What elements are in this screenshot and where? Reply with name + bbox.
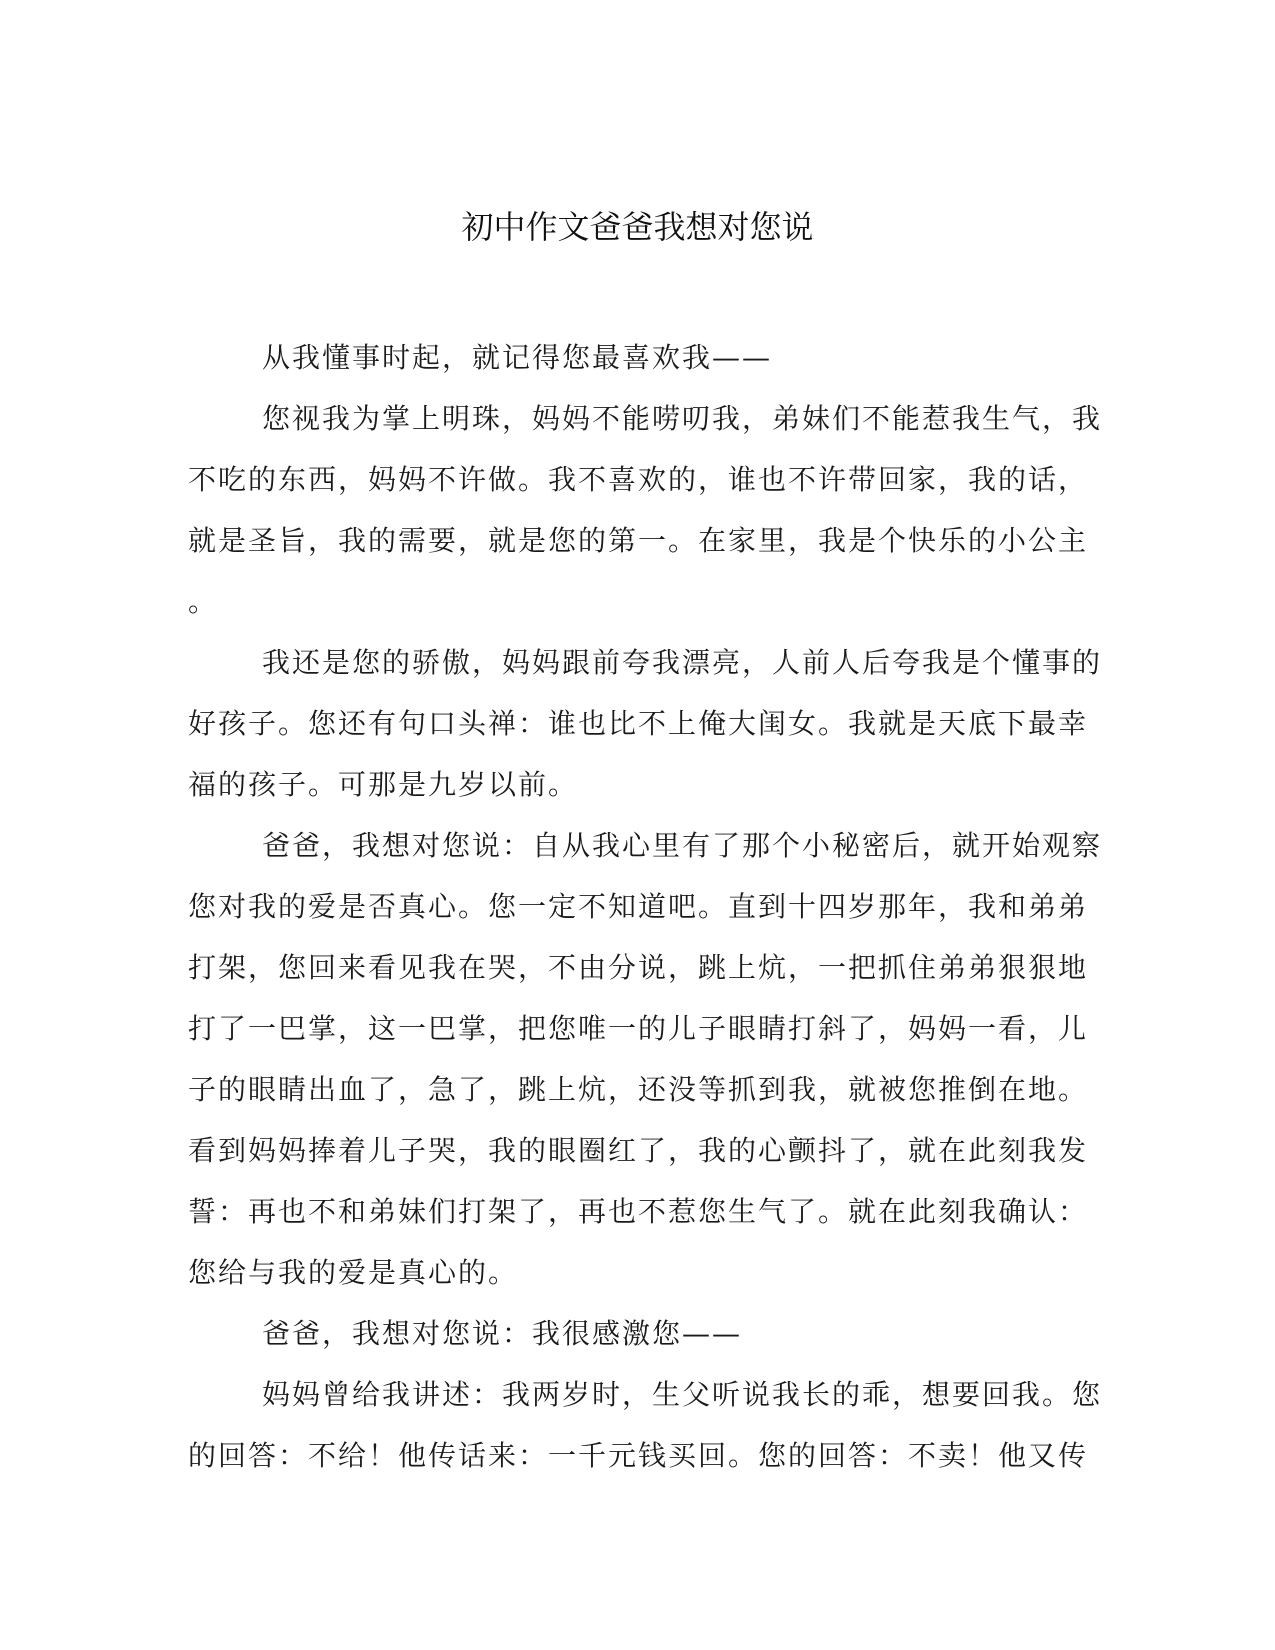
text-line: 。 bbox=[188, 585, 219, 618]
text-line: 好孩子。您还有句口头禅：谁也比不上俺大闺女。我就是天底下最幸 bbox=[188, 707, 1089, 740]
text-line: 爸爸，我想对您说：我很感激您—— bbox=[262, 1317, 743, 1350]
text-line: 不吃的东西，妈妈不许做。我不喜欢的，谁也不许带回家，我的话， bbox=[188, 463, 1089, 496]
text-line: 您对我的爱是否真心。您一定不知道吧。直到十四岁那年，我和弟弟 bbox=[188, 890, 1089, 923]
text-line: 您视我为掌上明珠，妈妈不能唠叨我，弟妹们不能惹我生气，我 bbox=[262, 402, 1103, 435]
document-body bbox=[188, 327, 1103, 1486]
text-line: 从我懂事时起，就记得您最喜欢我—— bbox=[262, 341, 773, 374]
document-title: 初中作文爸爸我想对您说 bbox=[461, 208, 814, 246]
text-line: 您给与我的爱是真心的。 bbox=[188, 1256, 519, 1289]
text-line: 我还是您的骄傲，妈妈跟前夸我漂亮，人前人后夸我是个懂事的 bbox=[262, 646, 1103, 679]
text-line: 就是圣旨，我的需要，就是您的第一。在家里，我是个快乐的小公主 bbox=[188, 524, 1089, 557]
text-line: 打了一巴掌，这一巴掌，把您唯一的儿子眼睛打斜了，妈妈一看，儿 bbox=[188, 1012, 1089, 1045]
text-line: 爸爸，我想对您说：自从我心里有了那个小秘密后，就开始观察 bbox=[262, 829, 1103, 862]
text-line: 打架，您回来看见我在哭，不由分说，跳上炕，一把抓住弟弟狠狠地 bbox=[188, 951, 1089, 984]
text-line: 福的孩子。可那是九岁以前。 bbox=[188, 768, 579, 801]
text-line: 的回答：不给！他传话来：一千元钱买回。您的回答：不卖！他又传 bbox=[188, 1439, 1089, 1472]
text-line: 看到妈妈捧着儿子哭，我的眼圈红了，我的心颤抖了，就在此刻我发 bbox=[188, 1134, 1089, 1167]
text-line: 妈妈曾给我讲述：我两岁时，生父听说我长的乖，想要回我。您 bbox=[262, 1378, 1103, 1411]
text-line: 子的眼睛出血了，急了，跳上炕，还没等抓到我，就被您推倒在地。 bbox=[188, 1073, 1089, 1106]
text-line: 誓：再也不和弟妹们打架了，再也不惹您生气了。就在此刻我确认： bbox=[188, 1195, 1089, 1228]
